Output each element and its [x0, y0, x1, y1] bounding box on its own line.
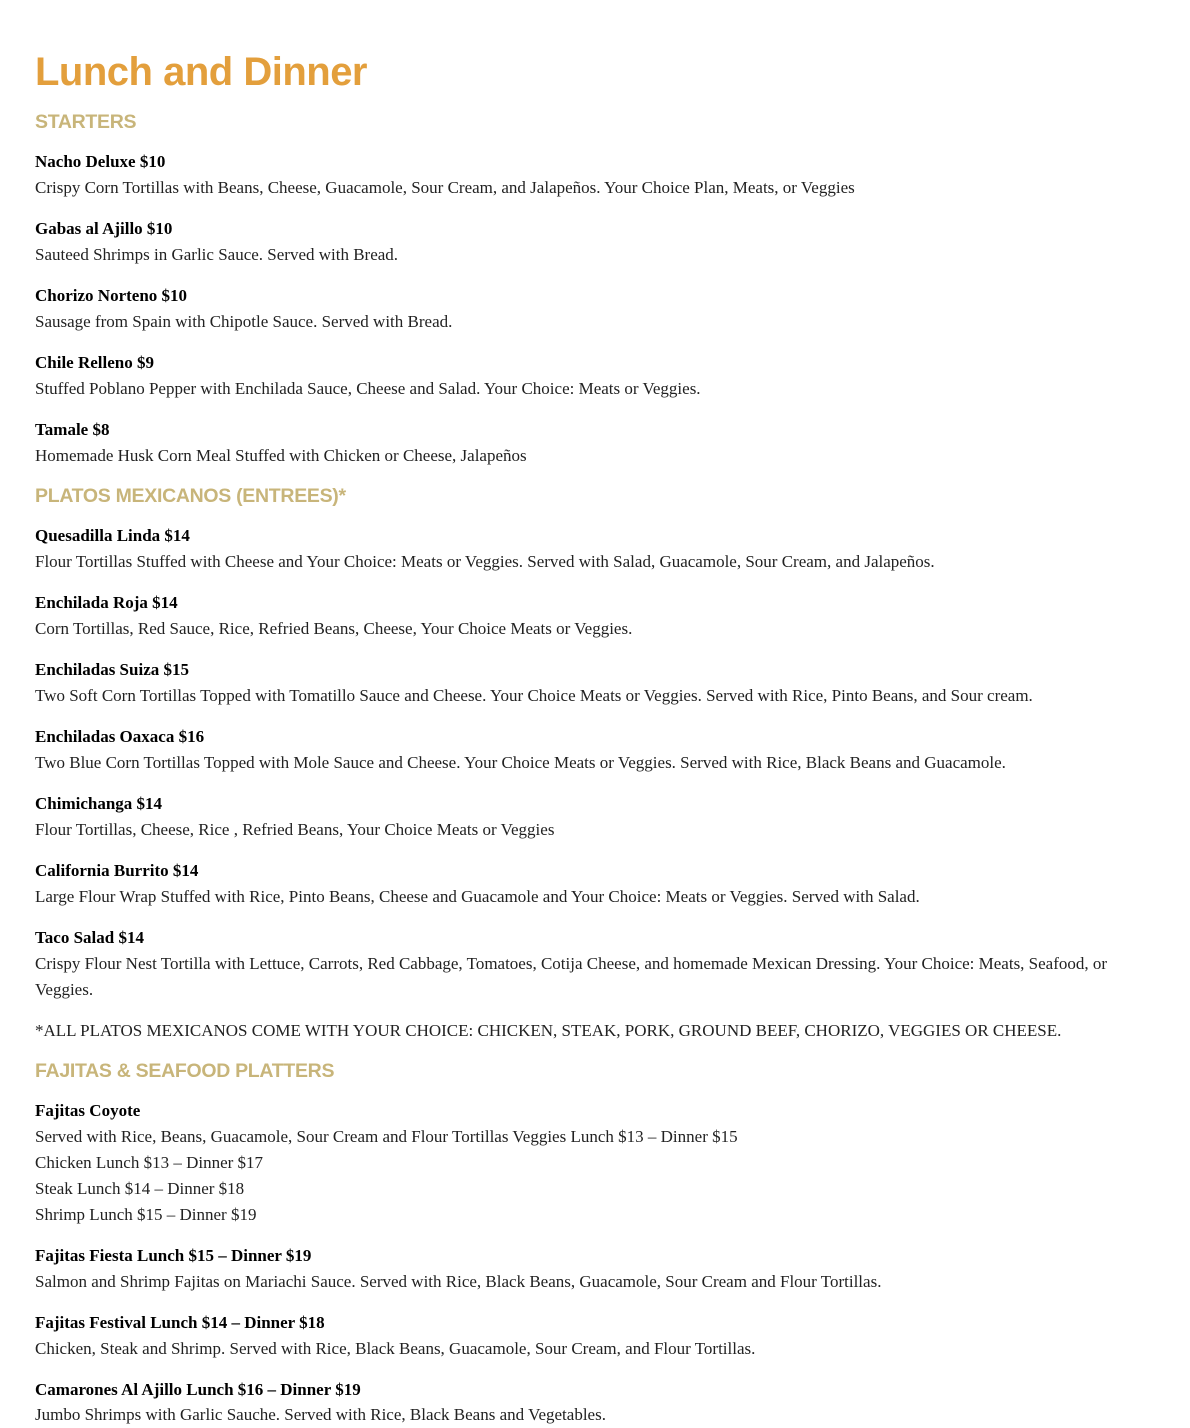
menu-item-description: Two Soft Corn Tortillas Topped with Tomatillo Sauce and Cheese. Your Choice Meats or Veggies. Served with Rice, Pinto Beans, and Sour cream. — [35, 686, 1033, 705]
menu-item-price-line: Chicken Lunch $13 – Dinner $17 — [35, 1153, 264, 1172]
menu-item-description: Chicken, Steak and Shrimp. Served with Rice, Black Beans, Guacamole, Sour Cream, and Flour Tortillas. — [35, 1339, 756, 1358]
menu-item-name: Chile Relleno $9 — [35, 353, 154, 372]
menu-item-description: Crispy Corn Tortillas with Beans, Cheese, Guacamole, Sour Cream, and Jalapeños. Your Choice Plan, Meats, or Veggies — [35, 178, 855, 197]
menu-item-description: Large Flour Wrap Stuffed with Rice, Pinto Beans, Cheese and Guacamole and Your Choice: Meats or Veggies. Served with Salad. — [35, 887, 920, 906]
section-heading-entrees: PLATOS MEXICANOS (ENTREES)* — [35, 485, 346, 507]
menu-item-name: Camarones Al Ajillo Lunch $16 – Dinner $19 — [35, 1380, 361, 1399]
menu-item-name: Fajitas Fiesta Lunch $15 – Dinner $19 — [35, 1246, 312, 1265]
entrees-footnote: *ALL PLATOS MEXICANOS COME WITH YOUR CHOICE: CHICKEN, STEAK, PORK, GROUND BEEF, CHORIZO, VEGGIES OR CHEESE. — [35, 1021, 1062, 1040]
menu-item-description: Flour Tortillas Stuffed with Cheese and Your Choice: Meats or Veggies. Served with Salad, Guacamole, Sour Cream, and Jalapeños. — [35, 552, 935, 571]
menu-item-name: Enchilada Roja $14 — [35, 593, 178, 612]
menu-item-description: Salmon and Shrimp Fajitas on Mariachi Sauce. Served with Rice, Black Beans, Guacamole, Sour Cream and Flour Tortillas. — [35, 1272, 882, 1291]
menu-item-description: Homemade Husk Corn Meal Stuffed with Chicken or Cheese, Jalapeños — [35, 446, 527, 465]
menu-item-description: Sausage from Spain with Chipotle Sauce. Served with Bread. — [35, 312, 453, 331]
menu-item-price-line: Shrimp Lunch $15 – Dinner $19 — [35, 1205, 257, 1224]
menu-item-name: Chimichanga $14 — [35, 794, 163, 813]
menu-item-description: Flour Tortillas, Cheese, Rice , Refried Beans, Your Choice Meats or Veggies — [35, 820, 555, 839]
menu-item-price-line: Steak Lunch $14 – Dinner $18 — [35, 1179, 245, 1198]
menu-item-name: Quesadilla Linda $14 — [35, 526, 190, 545]
menu-item-description: Corn Tortillas, Red Sauce, Rice, Refried Beans, Cheese, Your Choice Meats or Veggies. — [35, 619, 633, 638]
menu-item-description: Stuffed Poblano Pepper with Enchilada Sauce, Cheese and Salad. Your Choice: Meats or Veggies. — [35, 379, 701, 398]
menu-item-name: Nacho Deluxe $10 — [35, 152, 166, 171]
menu-item-name: Fajitas Festival Lunch $14 – Dinner $18 — [35, 1313, 325, 1332]
menu-item-name: California Burrito $14 — [35, 861, 199, 880]
menu-item-name: Tamale $8 — [35, 420, 110, 439]
section-heading-fajitas: FAJITAS & SEAFOOD PLATTERS — [35, 1060, 335, 1082]
menu-item-description: Two Blue Corn Tortillas Topped with Mole Sauce and Cheese. Your Choice Meats or Veggies. Served with Rice, Black Beans and Guacamole. — [35, 753, 1006, 772]
menu-item-description: Sauteed Shrimps in Garlic Sauce. Served with Bread. — [35, 245, 399, 264]
menu-item-description: Crispy Flour Nest Tortilla with Lettuce, Carrots, Red Cabbage, Tomatoes, Cotija Cheese, and homemade Mexican Dressing. Your Choice: Meats, Seafood, or Veggies. — [35, 954, 1108, 999]
menu-item-name: Enchiladas Oaxaca $16 — [35, 727, 205, 746]
menu-item-name: Gabas al Ajillo $10 — [35, 219, 173, 238]
menu-item-description: Jumbo Shrimps with Garlic Sauche. Served with Rice, Black Beans and Vegetables. — [35, 1405, 606, 1424]
menu-item-name: Taco Salad $14 — [35, 928, 144, 947]
menu-item-price-line: Served with Rice, Beans, Guacamole, Sour Cream and Flour Tortillas Veggies Lunch $13 – Dinner $15 — [35, 1127, 738, 1146]
menu-item-name: Chorizo Norteno $10 — [35, 286, 188, 305]
page-title: Lunch and Dinner — [35, 50, 367, 94]
menu-item-name: Enchiladas Suiza $15 — [35, 660, 189, 679]
menu-item-name: Fajitas Coyote — [35, 1101, 141, 1120]
section-heading-starters: STARTERS — [35, 111, 137, 133]
